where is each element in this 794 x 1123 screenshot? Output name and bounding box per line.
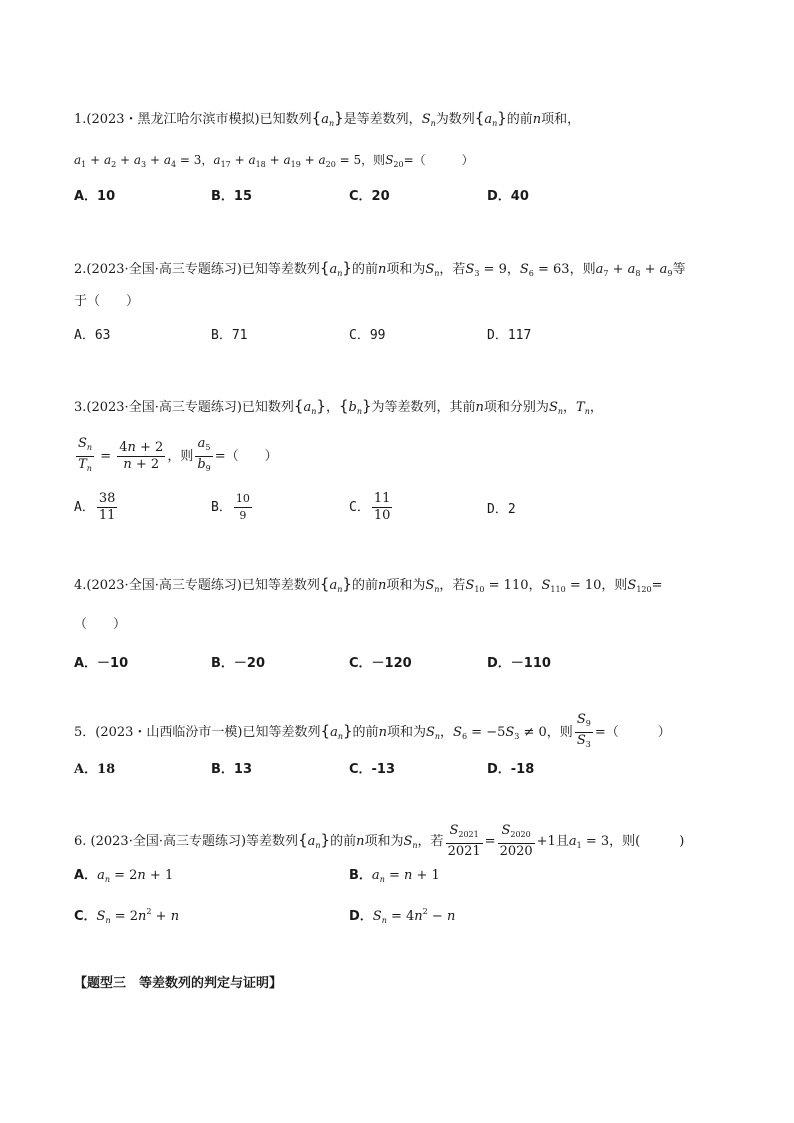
q1-option-b: B．15	[211, 189, 252, 204]
q3-option-d: D．2	[487, 502, 516, 517]
q1-option-d: D．40	[487, 189, 529, 204]
q2-stem-cont: 于（ ）	[74, 294, 140, 309]
section-heading: 【题型三 等差数列的判定与证明】	[74, 976, 283, 991]
q2-option-b: B．71	[211, 328, 248, 343]
q2-option-a: A．63	[74, 328, 111, 343]
q3-condition: $\frac{S_n}{T_n}$ = $\frac{4n + 2}{n + 2}$ ，则 $\frac{a_5}{b_9}$ =（ ）	[78, 436, 278, 473]
q5-stem: 5．(2023・山西临汾市一模)已知等差数列$\{a_n\}$的前n项和为$S_n$，$S_6 = -5S_3 \ne 0$，则 $\frac{S_9}{S_3}$ =（ ）	[74, 712, 671, 749]
q5-option-b: B．13	[211, 762, 252, 777]
q6-stem: 6. (2023·全国·高三专题练习)等差数列$\{a_n\}$的前n项和为$S_n$，若 $\frac{S_{2021}}{2021}$ = $\frac{S_{2020}}{2020}$ +1且$a_1 = 3$，则( )	[74, 823, 685, 859]
q4-stem: 4.(2023·全国·高三专题练习)已知等差数列$\{a_n\}$的前n项和为$S_n$，若$S_{10} = 110$，$S_{110} = 10$，则$S_{120}=$	[74, 575, 663, 594]
q1-condition: $a_1 + a_2 + a_3 + a_4 = 3$，$a_{17} + a_{18} + a_{19} + a_{20} = 5$，则$S_{20}=$（ ）	[74, 153, 474, 169]
q5-option-c: C．-13	[349, 762, 396, 777]
q4-option-b: B．－20	[211, 656, 265, 671]
q4-option-a: A．－10	[74, 656, 129, 671]
q6-option-a: A．$a_n = 2n + 1$	[74, 868, 174, 884]
q3-option-a: A． $\frac{38}{11}$	[74, 491, 116, 523]
q4-stem-cont: （ ）	[74, 617, 127, 632]
q5-option-a: A．18	[74, 762, 116, 777]
q3-stem: 3.(2023·全国·高三专题练习)已知数列$\{a_n\}$，$\{b_n\}$为等差数列，其前n项和分别为$S_n$，$T_n$，	[74, 397, 603, 416]
q2-stem: 2.(2023·全国·高三专题练习)已知等差数列$\{a_n\}$的前n项和为$S_n$，若$S_3 = 9$，$S_6 = 63$，则$a_7 + a_8 + a_9$等	[74, 259, 686, 278]
q6-option-c: C．$S_n = 2n^2 + n$	[74, 907, 180, 925]
q2-option-c: C．99	[349, 328, 386, 343]
q6-option-d: D．$S_n = 4n^2 - n$	[349, 907, 456, 925]
q4-option-d: D．－110	[487, 656, 551, 671]
q3-option-b: B． $\frac{10}{9}$	[211, 492, 250, 522]
q3-option-c: C． $\frac{11}{10}$	[349, 491, 391, 523]
q4-option-c: C．－120	[349, 656, 412, 671]
q5-option-d: D．-18	[487, 762, 535, 777]
q1-option-a: A．10	[74, 189, 116, 204]
q6-option-b: B．$a_n = n + 1$	[349, 868, 440, 884]
q1-stem: 1.(2023・黑龙江哈尔滨市模拟)已知数列$\{a_n\}$是等差数列，$S_n$为数列$\{a_n\}$的前n项和，	[74, 109, 581, 128]
q2-option-d: D．117	[487, 328, 532, 343]
q1-option-c: C．20	[349, 189, 390, 204]
